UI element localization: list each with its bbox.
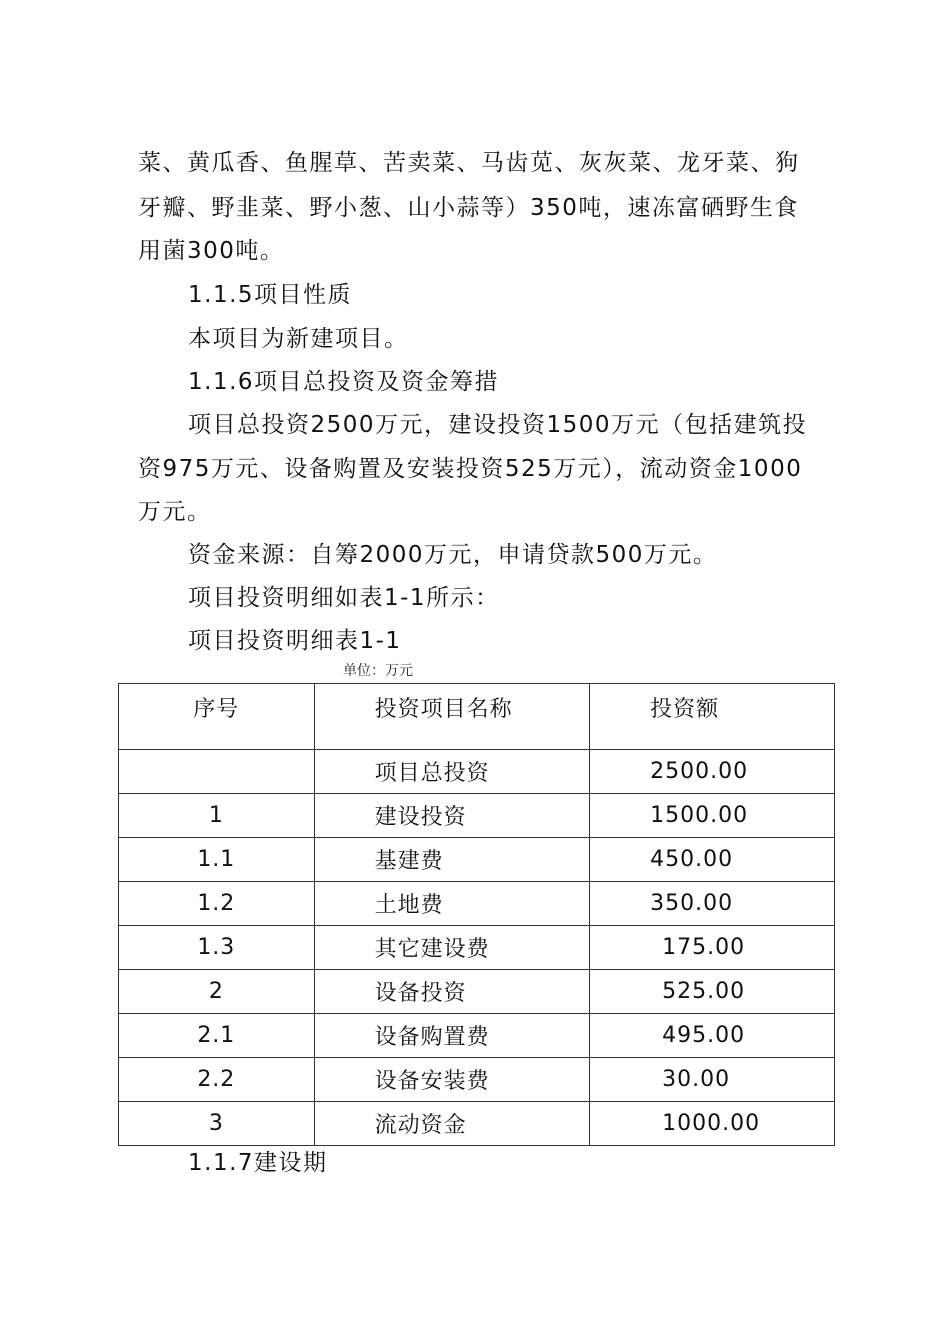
paragraph-line: 项目总投资2500万元，建设投资1500万元（包括建筑投 xyxy=(188,412,808,438)
row-amount: 350.00 xyxy=(590,882,835,926)
header-no: 序号 xyxy=(119,684,315,750)
table-row xyxy=(119,926,835,970)
paragraph-line: 菜、黄瓜香、鱼腥草、苦卖菜、马齿苋、灰灰菜、龙牙菜、狗 xyxy=(138,150,800,176)
table-row xyxy=(119,882,835,926)
row-no: 3 xyxy=(119,1102,315,1146)
section-heading-1-1-6: 1.1.6项目总投资及资金筹措 xyxy=(188,369,500,395)
table-header-row xyxy=(119,684,835,750)
row-no: 1.3 xyxy=(119,926,315,970)
row-name: 其它建设费 xyxy=(314,926,590,970)
row-no: 1.2 xyxy=(119,882,315,926)
row-name: 项目总投资 xyxy=(314,750,590,794)
table-row xyxy=(119,1102,835,1146)
row-amount: 2500.00 xyxy=(590,750,835,794)
row-amount: 30.00 xyxy=(590,1058,835,1102)
table-caption: 项目投资明细表1-1 xyxy=(188,628,402,654)
investment-table xyxy=(118,683,835,1146)
row-name: 设备投资 xyxy=(314,970,590,1014)
row-no: 1 xyxy=(119,794,315,838)
section-heading-1-1-5: 1.1.5项目性质 xyxy=(188,282,353,308)
row-no: 1.1 xyxy=(119,838,315,882)
table-row xyxy=(119,970,835,1014)
row-amount: 175.00 xyxy=(590,926,835,970)
row-amount: 450.00 xyxy=(590,838,835,882)
section-heading-1-1-7: 1.1.7建设期 xyxy=(188,1150,328,1176)
row-name: 建设投资 xyxy=(314,794,590,838)
row-no: 2.2 xyxy=(119,1058,315,1102)
row-name: 设备安装费 xyxy=(314,1058,590,1102)
paragraph-line: 本项目为新建项目。 xyxy=(188,326,409,352)
row-amount: 1000.00 xyxy=(590,1102,835,1146)
header-amount: 投资额 xyxy=(590,684,835,750)
row-no xyxy=(119,750,315,794)
row-amount: 525.00 xyxy=(590,970,835,1014)
table-unit-label: 单位：万元 xyxy=(343,663,413,679)
row-name: 设备购置费 xyxy=(314,1014,590,1058)
row-amount: 495.00 xyxy=(590,1014,835,1058)
row-no: 2.1 xyxy=(119,1014,315,1058)
table-row xyxy=(119,838,835,882)
row-name: 土地费 xyxy=(314,882,590,926)
paragraph-line: 牙瓣、野韭菜、野小葱、山小蒜等）350吨，速冻富硒野生食 xyxy=(138,195,799,221)
paragraph-line: 资975万元、设备购置及安装投资525万元），流动资金1000 xyxy=(138,456,803,482)
row-amount: 1500.00 xyxy=(590,794,835,838)
table-row xyxy=(119,794,835,838)
header-name: 投资项目名称 xyxy=(314,684,590,750)
row-no: 2 xyxy=(119,970,315,1014)
table-row xyxy=(119,750,835,794)
table-row xyxy=(119,1014,835,1058)
row-name: 流动资金 xyxy=(314,1102,590,1146)
row-name: 基建费 xyxy=(314,838,590,882)
paragraph-line: 万元。 xyxy=(138,499,212,525)
paragraph-line: 资金来源：自筹2000万元，申请贷款500万元。 xyxy=(188,542,718,568)
paragraph-line: 项目投资明细如表1-1所示： xyxy=(188,585,500,611)
paragraph-line: 用菌300吨。 xyxy=(138,238,285,264)
table-row xyxy=(119,1058,835,1102)
